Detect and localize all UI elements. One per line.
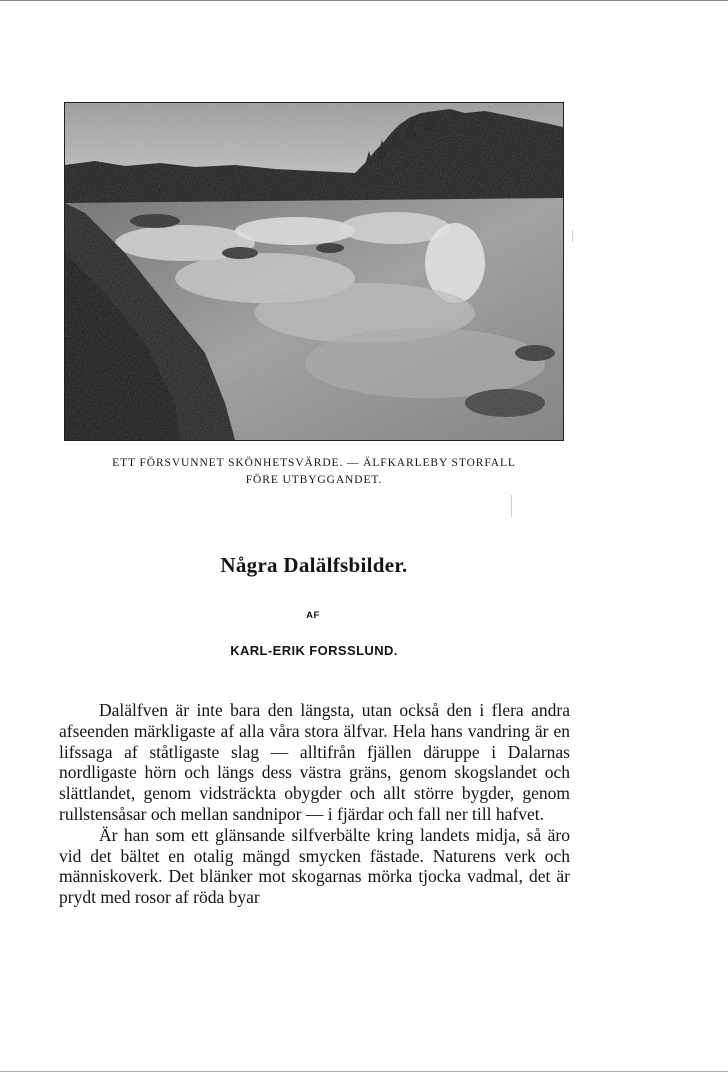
paragraph: Dalälfven är inte bara den längsta, utan också den i flera andra afseenden märkligaste af alla våra stora älfvar. Hela hans vandring är en lifssaga af ståtligaste slag — alltifrån fjällen däruppe i Dalarnas nordligaste hörn och längs dess västra gräns, genom skogslandet och slättlandet, genom vidsträckta obygder och allt större bygder, genom rullstensåsar och mellan sandnipor — i fjärdar och fall ner till hafvet.: [59, 700, 570, 824]
byline-prefix: AF: [306, 610, 320, 621]
scan-artifact: [572, 230, 573, 242]
scan-artifact: [511, 495, 512, 517]
page-top-edge: [0, 0, 728, 1]
page-bottom-edge: [0, 1071, 728, 1072]
caption-line-2: FÖRE UTBYGGANDET.: [245, 474, 383, 486]
rapids-photo: [64, 102, 564, 441]
caption-line-1: ETT FÖRSVUNNET SKÖNHETSVÄRDE. — ÄLFKARLEBY STORFALL: [112, 457, 516, 469]
author-name: KARL-ERIK FORSSLUND.: [230, 643, 398, 658]
article-title: Några Dalälfsbilder.: [220, 553, 408, 577]
figure-caption: [60, 455, 568, 489]
rapids-photo-illustration: [65, 103, 563, 440]
paragraph: Är han som ett glänsande silfverbälte kring landets midja, så äro vid det bältet en otalig mängd smycken fästade. Naturens verk och människoverk. Det blänker mot skogarnas mörka tjocka vadmal, det är prydt med rosor af röda byar: [59, 824, 570, 908]
article-body: [59, 700, 570, 908]
